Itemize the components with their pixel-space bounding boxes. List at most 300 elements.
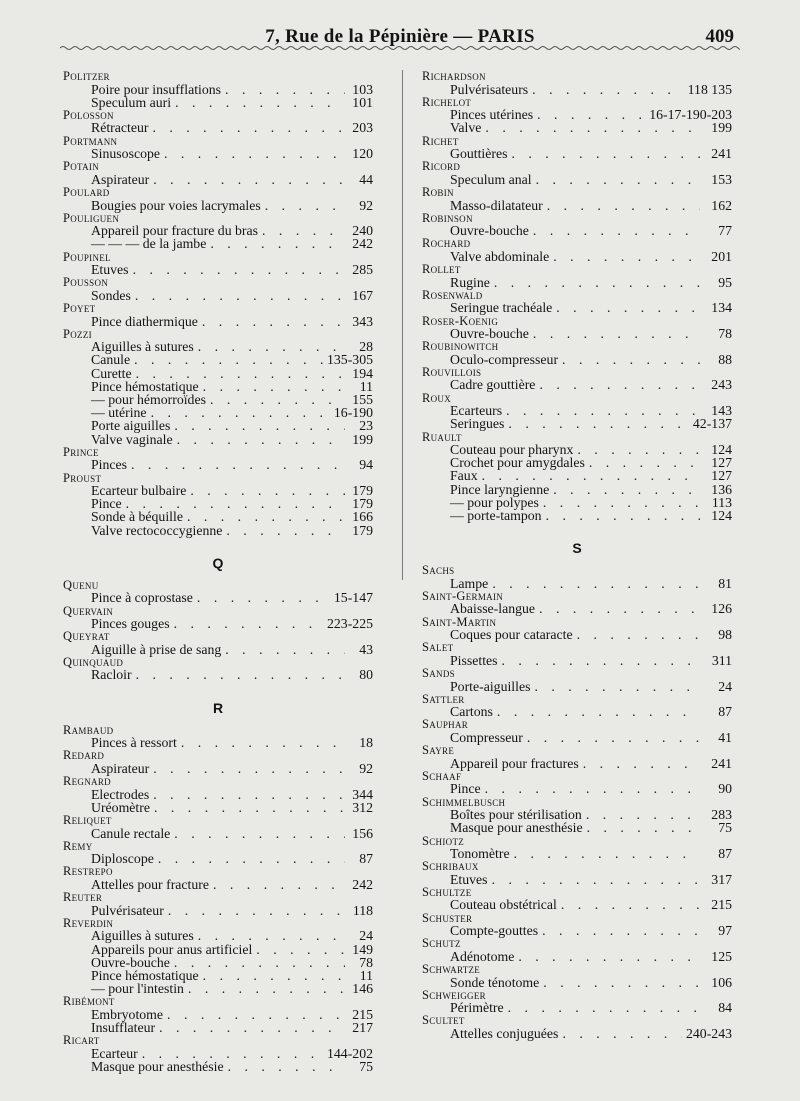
item-page-number: 156 <box>352 825 373 841</box>
dot-leader <box>553 250 700 263</box>
item-label: Canule rectale <box>91 825 171 841</box>
item-label: Valve vaginale <box>91 431 173 447</box>
item-page-number: 23 <box>359 418 373 434</box>
item-label: Poire pour insufflations <box>91 81 222 97</box>
item-label: Bougies pour voies lacrymales <box>91 197 261 213</box>
item-label: Diploscope <box>91 851 154 867</box>
item-label: Insufflateur <box>91 1020 156 1036</box>
item-page-number: 42-137 <box>692 416 732 432</box>
index-item <box>63 121 373 134</box>
dot-leader <box>168 904 345 917</box>
index-item <box>63 419 373 432</box>
item-page-number: 15-147 <box>333 590 373 606</box>
item-label: Uréomètre <box>91 799 150 815</box>
entry-name: Rouvillois <box>422 364 482 379</box>
item-page-number: 118 135 <box>687 81 732 97</box>
dot-leader <box>532 83 684 96</box>
index-item <box>63 904 373 917</box>
entry-name: Regnard <box>63 774 111 789</box>
entry-name: Pouliguen <box>63 210 120 225</box>
dot-leader <box>577 443 700 456</box>
item-label: Valve rectococcygienne <box>91 522 223 538</box>
item-label: Etuves <box>450 871 488 887</box>
entry-name: Schultze <box>422 884 472 899</box>
dot-leader <box>167 1008 345 1021</box>
dot-leader <box>164 147 345 160</box>
index-item <box>422 378 732 391</box>
item-page-number: 199 <box>711 120 732 136</box>
item-label: Adénotome <box>450 948 515 964</box>
item-page-number: 18 <box>359 735 373 751</box>
item-page-number: 312 <box>352 799 373 815</box>
dot-leader <box>539 602 700 615</box>
dot-leader <box>133 263 345 276</box>
index-item <box>422 121 732 134</box>
entry-name: Proust <box>63 470 102 485</box>
entry-name: Pousson <box>63 275 109 290</box>
item-page-number: 179 <box>352 522 373 538</box>
item-page-number: 199 <box>352 431 373 447</box>
dot-leader <box>202 315 345 328</box>
item-label: — pour polypes <box>450 494 539 510</box>
item-label: Ecarteur bulbaire <box>91 483 187 499</box>
index-item <box>63 591 373 604</box>
item-page-number: 344 <box>352 786 373 802</box>
item-page-number: 98 <box>718 627 732 643</box>
index-item <box>422 301 732 314</box>
index-entry-robinson <box>422 212 732 238</box>
entry-name: Schuster <box>422 910 473 925</box>
item-label: — pour l'intestin <box>91 981 184 997</box>
index-item <box>63 929 373 942</box>
index-entry-rosenwald <box>422 289 732 315</box>
index-entry-quervain <box>63 605 373 631</box>
entry-name: Salet <box>422 640 454 655</box>
index-item <box>422 1001 732 1014</box>
index-item <box>422 250 732 263</box>
entry-name: Reliquet <box>63 813 112 827</box>
index-item <box>63 943 373 956</box>
item-page-number: 118 <box>352 902 373 918</box>
dot-leader <box>265 199 345 212</box>
entry-name: Sayre <box>422 743 455 758</box>
dot-leader <box>151 406 330 419</box>
entry-name: Roux <box>422 390 452 405</box>
dot-leader <box>587 821 700 834</box>
item-label: Pince diathermique <box>91 313 198 329</box>
dot-leader <box>158 852 345 865</box>
item-label: Pinces utérines <box>450 107 534 123</box>
item-label: Appareils pour anus artificiel <box>91 941 253 957</box>
index-item <box>422 147 732 160</box>
index-entry-roser-koenig <box>422 315 732 341</box>
item-label: Compresseur <box>450 729 523 745</box>
item-page-number: 240 <box>352 223 373 239</box>
dot-leader <box>190 484 345 497</box>
entry-name: Sachs <box>422 563 455 578</box>
dot-leader <box>527 731 700 744</box>
section-letter-r: R <box>212 699 224 716</box>
item-page-number: 90 <box>718 781 732 797</box>
item-label: Masso-dilatateur <box>450 197 543 213</box>
item-page-number: 94 <box>359 457 373 473</box>
index-entry-schiotz <box>422 835 732 861</box>
item-label: Couteau pour pharynx <box>450 442 574 458</box>
index-item <box>63 237 373 250</box>
entry-name: Ricart <box>63 1033 100 1048</box>
index-item <box>63 263 373 276</box>
index-entry-salet <box>422 641 732 667</box>
index-item <box>63 289 373 302</box>
index-entry-roux <box>422 392 732 431</box>
index-entry-pousson <box>63 276 373 302</box>
entry-name: Rollet <box>422 262 461 277</box>
item-page-number: 87 <box>718 704 732 720</box>
dot-leader <box>562 1027 682 1040</box>
item-page-number: 24 <box>359 928 373 944</box>
index-entry-regnard <box>63 775 373 814</box>
index-entry-reverdin <box>63 917 373 996</box>
dot-leader <box>175 96 345 109</box>
index-entry-poupinel <box>63 251 373 277</box>
dot-leader <box>154 801 345 814</box>
item-page-number: 127 <box>711 468 732 484</box>
index-entry-pouliguen <box>63 212 373 251</box>
dot-leader <box>142 1047 323 1060</box>
dot-leader <box>561 898 700 911</box>
item-page-number: 95 <box>718 274 732 290</box>
dot-leader <box>542 924 700 937</box>
item-page-number: 134 <box>711 300 732 316</box>
dot-leader <box>539 378 700 391</box>
index-item <box>63 96 373 109</box>
item-page-number: 113 <box>711 494 732 510</box>
item-page-number: 166 <box>352 509 373 525</box>
index-entry-rollet <box>422 263 732 289</box>
index-item <box>63 668 373 681</box>
item-label: Coques pour cataracte <box>450 627 573 643</box>
item-page-number: 155 <box>352 392 373 408</box>
dot-leader <box>543 496 700 509</box>
entry-name: Reverdin <box>63 915 114 930</box>
entry-name: Poulard <box>63 185 110 200</box>
item-page-number: 242 <box>352 876 373 892</box>
item-label: Attelles conjuguées <box>450 1025 559 1041</box>
item-label: Périmètre <box>450 1000 504 1016</box>
index-item <box>63 736 373 749</box>
item-label: Faux <box>450 468 478 484</box>
item-page-number: 242 <box>352 236 373 252</box>
index-entry-rambaud <box>63 724 373 750</box>
item-label: Lampe <box>450 575 489 591</box>
dot-leader <box>497 705 700 718</box>
item-label: — porte-tampon <box>450 508 542 524</box>
entry-name: Richet <box>422 133 459 148</box>
index-item <box>63 353 373 366</box>
index-item <box>63 433 373 446</box>
dot-leader <box>537 108 645 121</box>
item-label: Pince <box>450 781 481 797</box>
entry-name: Schribaux <box>422 859 479 874</box>
index-entry-rochard <box>422 237 732 263</box>
item-page-number: 311 <box>711 652 732 668</box>
dot-leader <box>546 509 700 522</box>
item-page-number: 43 <box>359 641 373 657</box>
dot-leader <box>225 643 345 656</box>
item-page-number: 283 <box>711 807 732 823</box>
column-divider <box>402 70 403 580</box>
dot-leader <box>174 419 345 432</box>
item-label: Abaisse-langue <box>450 601 536 617</box>
item-label: Speculum anal <box>450 171 532 187</box>
index-item <box>422 469 732 482</box>
item-page-number: 16-17-190-203 <box>649 107 732 123</box>
entry-name: Roubinowitch <box>422 339 499 354</box>
index-entry-sauphar <box>422 718 732 744</box>
item-label: Attelles pour fracture <box>91 876 209 892</box>
entry-name: Politzer <box>63 69 110 83</box>
dot-leader <box>502 654 700 667</box>
index-item <box>422 173 732 186</box>
index-entry-richardson <box>422 70 732 96</box>
dot-leader <box>210 393 345 406</box>
dot-leader <box>136 668 345 681</box>
entry-name: Scultet <box>422 1013 465 1028</box>
dot-leader <box>256 943 345 956</box>
item-label: — pour hémorroïdes <box>91 392 206 408</box>
item-label: Cartons <box>450 704 493 720</box>
dot-leader <box>225 83 345 96</box>
index-item <box>63 147 373 160</box>
dot-leader <box>198 929 345 942</box>
item-page-number: 87 <box>718 846 732 861</box>
index-entry-sachs <box>422 564 732 590</box>
item-label: Valve <box>450 120 482 136</box>
item-label: Pinces à ressort <box>91 735 177 751</box>
entry-name: Schimmelbusch <box>422 794 506 809</box>
item-label: Seringue trachéale <box>450 300 553 316</box>
dot-leader <box>153 762 345 775</box>
item-label: Masque pour anesthésie <box>450 820 583 836</box>
item-page-number: 92 <box>359 760 373 776</box>
item-page-number: 144-202 <box>327 1045 373 1061</box>
index-item <box>422 276 732 289</box>
index-entry-ricord <box>422 160 732 186</box>
index-entry-portmann <box>63 135 373 161</box>
item-page-number: 241 <box>711 146 732 162</box>
entry-name: Reuter <box>63 890 103 905</box>
page-number: 409 <box>705 26 734 47</box>
index-column-left <box>63 70 373 1073</box>
item-label: Rugine <box>450 274 490 290</box>
entry-name: Saint-Martin <box>422 614 497 629</box>
index-item <box>63 1060 373 1073</box>
item-page-number: 127 <box>711 455 732 471</box>
item-page-number: 215 <box>352 1006 373 1022</box>
index-item <box>422 821 732 834</box>
index-item <box>422 680 732 693</box>
item-page-number: 84 <box>718 1000 732 1016</box>
entry-name: Schaaf <box>422 768 462 783</box>
item-page-number: 92 <box>359 197 373 213</box>
item-page-number: 201 <box>711 248 732 264</box>
dot-leader <box>203 969 345 982</box>
index-entry-schultze <box>422 886 732 912</box>
item-page-number: 179 <box>352 483 373 499</box>
item-label: Pulvérisateurs <box>450 81 529 97</box>
item-page-number: 24 <box>718 678 732 694</box>
item-label: Aspirateur <box>91 760 150 776</box>
index-item <box>422 757 732 770</box>
item-page-number: 153 <box>711 171 732 187</box>
dot-leader <box>174 827 345 840</box>
item-label: Etuves <box>91 262 129 278</box>
item-label: Pulvérisateur <box>91 902 164 918</box>
item-page-number: 124 <box>711 508 732 524</box>
index-column-right <box>422 70 732 1040</box>
entry-name: Roser-Koenig <box>422 313 499 328</box>
item-page-number: 240-243 <box>686 1025 732 1041</box>
index-entry-poulard <box>63 186 373 212</box>
item-label: Pissettes <box>450 652 498 668</box>
item-page-number: 75 <box>718 820 732 836</box>
index-entry-redard <box>63 749 373 775</box>
entry-name: Quenu <box>63 577 99 592</box>
index-entry-remy <box>63 840 373 866</box>
dot-leader <box>226 524 345 537</box>
item-page-number: 241 <box>711 755 732 771</box>
index-entry-prince <box>63 446 373 472</box>
index-item <box>63 199 373 212</box>
item-page-number: 103 <box>352 81 373 97</box>
item-label: — utérine <box>91 405 147 421</box>
index-item <box>63 367 373 380</box>
entry-name: Schweigger <box>422 987 486 1002</box>
item-page-number: 80 <box>359 667 373 683</box>
item-label: Sinusoscope <box>91 146 160 162</box>
index-entry-ribemont <box>63 995 373 1034</box>
item-label: Oculo-compresseur <box>450 351 559 367</box>
dot-leader <box>482 469 700 482</box>
index-item <box>422 782 732 795</box>
dot-leader <box>553 483 700 496</box>
dot-leader <box>177 433 345 446</box>
dot-leader <box>492 873 700 886</box>
index-item <box>422 417 732 430</box>
item-label: Porte aiguilles <box>91 418 171 434</box>
item-page-number: 285 <box>352 262 373 278</box>
index-entry-saint-martin <box>422 616 732 642</box>
index-item <box>422 705 732 718</box>
section-letter-s: S <box>572 540 582 557</box>
entry-name: Ribémont <box>63 994 115 1009</box>
index-entry-roubinowitch <box>422 340 732 366</box>
dot-leader <box>174 956 345 969</box>
index-entry-ricart <box>63 1034 373 1073</box>
item-page-number: 97 <box>718 923 732 939</box>
entry-name: Quervain <box>63 603 114 618</box>
dot-leader <box>577 628 700 641</box>
index-item <box>422 898 732 911</box>
index-item <box>422 353 732 366</box>
item-page-number: 126 <box>711 601 732 617</box>
entry-name: Schutz <box>422 936 461 951</box>
entry-name: Restrepo <box>63 864 113 879</box>
index-entry-quinquaud <box>63 656 373 682</box>
dot-leader <box>198 340 345 353</box>
item-page-number: 143 <box>711 403 732 419</box>
index-item <box>422 873 732 886</box>
entry-name: Pozzi <box>63 326 92 341</box>
entry-name: Robinson <box>422 210 473 225</box>
item-label: Appareil pour fractures <box>450 755 579 771</box>
item-label: Sonde à béquille <box>91 509 183 525</box>
item-label: Compte-gouttes <box>450 923 539 939</box>
entry-name: Ricord <box>422 159 461 174</box>
index-entry-schaaf <box>422 770 732 796</box>
item-page-number: 162 <box>711 197 732 213</box>
item-label: Crochet pour amygdales <box>450 455 585 471</box>
item-page-number: 87 <box>359 851 373 867</box>
item-page-number: 28 <box>359 339 373 355</box>
item-page-number: 11 <box>359 967 373 983</box>
entry-name: Rosenwald <box>422 287 483 302</box>
index-entry-poyet <box>63 302 373 328</box>
item-page-number: 78 <box>718 326 732 342</box>
dot-leader <box>518 950 700 963</box>
dot-leader <box>543 976 700 989</box>
dot-leader <box>262 224 345 237</box>
entry-name: Saint-Germain <box>422 588 504 603</box>
dot-leader <box>228 1060 345 1073</box>
index-entry-sands <box>422 667 732 693</box>
index-entry-queyrat <box>63 630 373 656</box>
item-label: Ecarteur <box>91 1045 138 1061</box>
item-page-number: 11 <box>359 378 373 394</box>
dot-leader <box>174 617 323 630</box>
dot-leader <box>506 404 700 417</box>
section-letter-q: Q <box>212 554 224 571</box>
dot-leader <box>534 680 700 693</box>
item-page-number: 41 <box>718 729 732 745</box>
item-page-number: 223-225 <box>327 616 373 632</box>
index-item <box>63 643 373 656</box>
item-label: Ouvre-bouche <box>91 954 170 970</box>
index-entry-schribaux <box>422 860 732 886</box>
index-entry-pozzi <box>63 328 373 446</box>
index-entry-ruault <box>422 431 732 523</box>
index-item <box>422 628 732 641</box>
page-title: 7, Rue de la Pépinière — PARIS <box>265 26 535 47</box>
index-item <box>63 878 373 891</box>
dot-leader <box>136 367 345 380</box>
index-item <box>63 827 373 840</box>
index-item <box>63 788 373 801</box>
dot-leader <box>485 782 700 795</box>
item-label: Valve abdominale <box>450 248 550 264</box>
item-page-number: 317 <box>711 871 732 887</box>
item-label: Pince hémostatique <box>91 967 199 983</box>
item-page-number: 124 <box>711 442 732 458</box>
item-page-number: 215 <box>711 897 732 913</box>
item-page-number: 194 <box>352 365 373 381</box>
dot-leader <box>536 173 700 186</box>
entry-name: Sattler <box>422 691 465 706</box>
dot-leader <box>210 237 345 250</box>
dot-leader <box>152 121 345 134</box>
entry-name: Richelot <box>422 94 472 109</box>
index-entry-scultet <box>422 1014 732 1040</box>
